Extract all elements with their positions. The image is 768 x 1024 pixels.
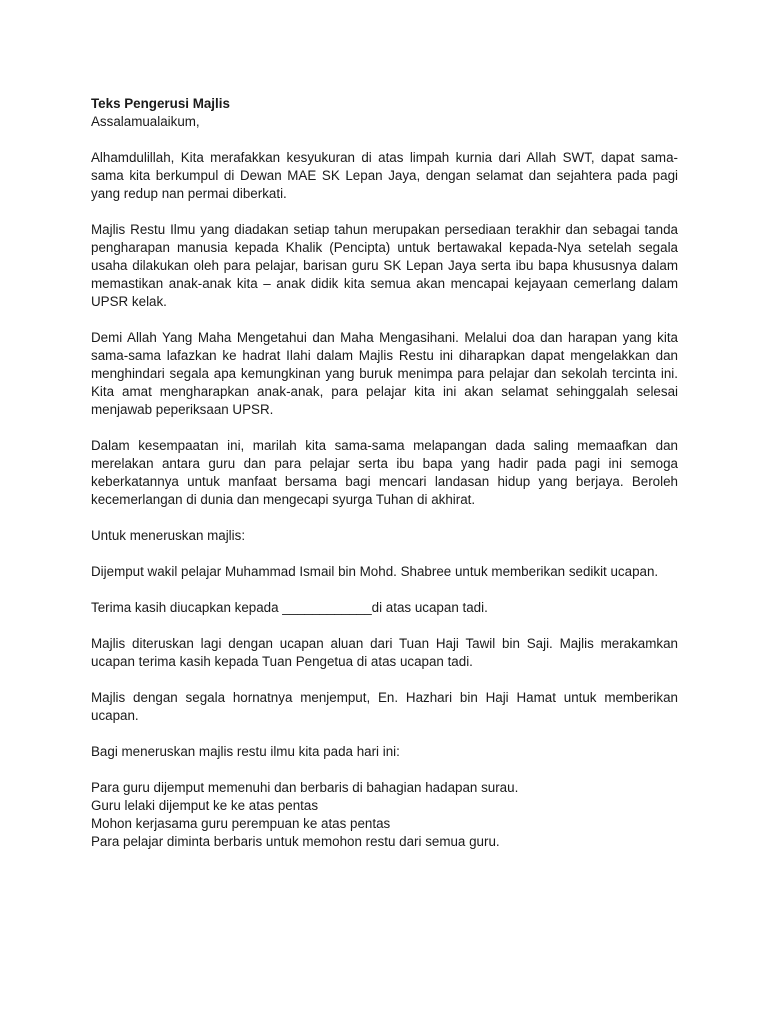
spacer bbox=[91, 617, 678, 635]
spacer bbox=[91, 203, 678, 221]
spacer bbox=[91, 131, 678, 149]
paragraph-line: kecemerlangan di dunia dan mengecapi syurga Tuhan di akhirat. bbox=[91, 492, 476, 507]
paragraph-line: Alhamdulillah, Kita merafakkan kesyukuran di atas limpah kurnia dari Allah SWT, dapat sama- bbox=[91, 150, 678, 165]
paragraph-line: Majlis dengan segala hornatnya menjemput, En. Hazhari bin Haji Hamat untuk memberikan bbox=[91, 690, 678, 705]
paragraph-7: Terima kasih diucapkan kepada ____________di atas ucapan tadi. bbox=[91, 600, 488, 615]
paragraph-line: Dalam kesempaatan ini, marilah kita sama-sama melapangan dada saling memaafkan dan bbox=[91, 438, 678, 453]
spacer bbox=[91, 725, 678, 743]
instruction-list bbox=[91, 779, 678, 851]
paragraph-6: Dijemput wakil pelajar Muhammad Ismail bin Mohd. Shabree untuk memberikan sedikit ucapan. bbox=[91, 564, 659, 579]
spacer bbox=[91, 581, 678, 599]
paragraph-9 bbox=[91, 689, 678, 725]
paragraph-line: ucapan. bbox=[91, 708, 139, 723]
paragraph-4 bbox=[91, 437, 678, 509]
spacer bbox=[91, 545, 678, 563]
greeting: Assalamualaikum, bbox=[91, 114, 200, 129]
paragraph-line: merelakan antara guru dan para pelajar serta ibu bapa yang hadir pada pagi ini semoga bbox=[91, 456, 678, 471]
paragraph-10: Bagi meneruskan majlis restu ilmu kita pada hari ini: bbox=[91, 744, 400, 759]
paragraph-line: menghindari segala apa kemungkinan yang buruk menimpa para pelajar dan sekolah tercinta ini. bbox=[91, 366, 678, 381]
paragraph-line: ucapan terima kasih kepada Tuan Pengetua di atas ucapan tadi. bbox=[91, 654, 473, 669]
paragraph-line: memastikan anak-anak kita – anak didik kita semua akan mencapai kejayaan cemerlang dalam bbox=[91, 276, 678, 291]
spacer bbox=[91, 671, 678, 689]
spacer bbox=[91, 419, 678, 437]
paragraph-line: Majlis Restu Ilmu yang diadakan setiap tahun merupakan persediaan terakhir dan sebagai tanda bbox=[91, 222, 678, 237]
list-item: Para pelajar diminta berbaris untuk memohon restu dari semua guru. bbox=[91, 834, 500, 849]
list-item: Mohon kerjasama guru perempuan ke atas pentas bbox=[91, 816, 391, 831]
paragraph-line: pengharapan manusia kepada Khalik (Pencipta) untuk bertawakal kepada-Nya setelah segala bbox=[91, 240, 678, 255]
list-item: Guru lelaki dijemput ke ke atas pentas bbox=[91, 798, 319, 813]
paragraph-2 bbox=[91, 221, 678, 311]
spacer bbox=[91, 311, 678, 329]
paragraph-line: menjawab peperiksaan UPSR. bbox=[91, 402, 274, 417]
paragraph-line: UPSR kelak. bbox=[91, 294, 167, 309]
paragraph-line: yang redup nan permai diberkati. bbox=[91, 186, 287, 201]
spacer bbox=[91, 509, 678, 527]
paragraph-1 bbox=[91, 149, 678, 203]
paragraph-line: sama kita berkumpul di Dewan MAE SK Lepan Jaya, dengan selamat dan sejahtera pada pagi bbox=[91, 168, 678, 183]
list-item: Para guru dijemput memenuhi dan berbaris di bahagian hadapan surau. bbox=[91, 780, 519, 795]
paragraph-line: usaha dilakukan oleh para pelajar, barisan guru SK Lepan Jaya serta ibu bapa khususnya dalam bbox=[91, 258, 678, 273]
paragraph-8 bbox=[91, 635, 678, 671]
document-page bbox=[91, 95, 678, 851]
paragraph-line: Kita amat mengharapkan anak-anak, para pelajar kita ini akan selamat sehinggalah selesai bbox=[91, 384, 678, 399]
paragraph-line: Demi Allah Yang Maha Mengetahui dan Maha Mengasihani. Melalui doa dan harapan yang kita bbox=[91, 330, 678, 345]
paragraph-line: keberkatannya untuk manfaat bersama bagi mencari landasan hidup yang berjaya. Beroleh bbox=[91, 474, 678, 489]
document-title: Teks Pengerusi Majlis bbox=[91, 96, 230, 111]
paragraph-5: Untuk meneruskan majlis: bbox=[91, 528, 246, 543]
paragraph-line: Majlis diteruskan lagi dengan ucapan aluan dari Tuan Haji Tawil bin Saji. Majlis merakamkan bbox=[91, 636, 678, 651]
paragraph-line: sama-sama lafazkan ke hadrat Ilahi dalam Majlis Restu ini diharapkan dapat mengelakkan dan bbox=[91, 348, 678, 363]
paragraph-3 bbox=[91, 329, 678, 419]
spacer bbox=[91, 761, 678, 779]
